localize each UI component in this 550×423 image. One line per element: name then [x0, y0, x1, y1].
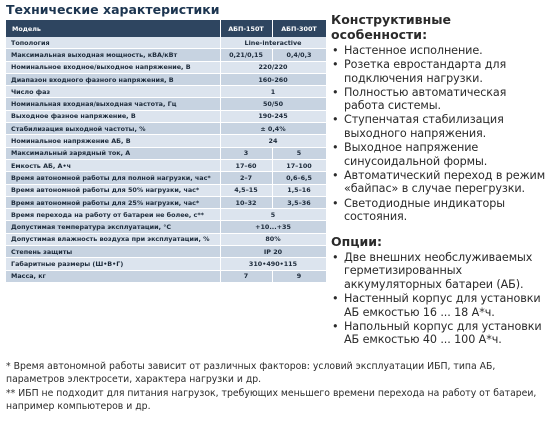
spec-value-abp-300t: 0,4/0,3 — [272, 49, 326, 61]
options-section — [331, 234, 547, 347]
footnotes — [6, 361, 546, 415]
options-list — [331, 251, 547, 347]
spec-label: Номинальная входная/выходная частота, Гц — [6, 98, 220, 110]
spec-value: IP 20 — [220, 246, 326, 258]
spec-label: Диапазон входного фазного напряжения, В — [6, 73, 220, 85]
spec-value-abp-300t: 9 — [272, 270, 326, 282]
spec-value-abp-300t: 5 — [272, 147, 326, 159]
table-row — [6, 209, 326, 221]
table-row — [6, 221, 326, 233]
table-row — [6, 98, 326, 110]
spec-value-abp-150t: 3 — [220, 147, 272, 159]
features-item: • Полностью автоматическая работа системы. — [331, 86, 547, 113]
page-title: Технические характеристики — [6, 2, 220, 17]
features-item: • Светодиодные индикаторы состояния. — [331, 197, 547, 224]
options-item: • Две внешних необслуживаемых герметизированных аккумуляторных батареи (АБ). — [331, 251, 547, 292]
specs-table — [6, 20, 327, 283]
table-row — [6, 184, 326, 196]
spec-value-abp-150t: 10–32 — [220, 196, 272, 208]
options-title: Опции: — [331, 233, 383, 249]
spec-value: ± 0,4% — [220, 123, 326, 135]
spec-label: Время автономной работы для полной нагрузки, час* — [6, 172, 220, 184]
spec-label: Допустимая влажность воздуха при эксплуатации, % — [6, 233, 220, 245]
spec-value: 80% — [220, 233, 326, 245]
spec-value-abp-300t: 1,5–16 — [272, 184, 326, 196]
spec-value-abp-150t: 17–60 — [220, 159, 272, 171]
footnote-1: * Время автономной работы зависит от различных факторов: условий эксплуатации ИБП, типа АБ, параметров электросети, характера нагрузки и др. — [6, 361, 496, 385]
spec-label: Номинальное напряжение АБ, В — [6, 135, 220, 147]
features-item: • Ступенчатая стабилизация выходного напряжения. — [331, 113, 547, 140]
features-item: • Выходное напряжение синусоидальной формы. — [331, 141, 547, 168]
footnote-2: ** ИБП не подходит для питания нагрузок, требующих меньшего времени перехода на работу от батареи, например компьютеров и др. — [6, 388, 537, 412]
table-row — [6, 73, 326, 85]
spec-label: Емкость АБ, А•ч — [6, 159, 220, 171]
table-row — [6, 233, 326, 245]
spec-label: Максимальный зарядный ток, А — [6, 147, 220, 159]
spec-value: 50/50 — [220, 98, 326, 110]
spec-label: Габаритные размеры (Ш•В•Г) — [6, 258, 220, 270]
features-item: • Настенное исполнение. — [331, 44, 547, 58]
table-row — [6, 135, 326, 147]
spec-label: Допустимая температура эксплуатации, °С — [6, 221, 220, 233]
table-row — [6, 147, 326, 159]
specs-table-body — [6, 37, 326, 282]
spec-label: Время автономной работы для 50% нагрузки, час* — [6, 184, 220, 196]
spec-value: 1 — [220, 86, 326, 98]
header-abp-300t: АБП-300Т — [272, 20, 326, 37]
spec-value: 190-245 — [220, 110, 326, 122]
spec-label: Выходное фазное напряжение, В — [6, 110, 220, 122]
table-row — [6, 246, 326, 258]
table-row — [6, 159, 326, 171]
table-row — [6, 37, 326, 49]
table-row — [6, 258, 326, 270]
spec-value-abp-300t: 3,5–36 — [272, 196, 326, 208]
spec-value-abp-150t: 2–7 — [220, 172, 272, 184]
table-row — [6, 86, 326, 98]
header-model: Модель — [6, 20, 220, 37]
spec-value: 160-260 — [220, 73, 326, 85]
spec-label: Число фаз — [6, 86, 220, 98]
features-item: • Автоматический переход в режим «байпас» в случае перегрузки. — [331, 169, 547, 196]
table-row — [6, 61, 326, 73]
features-item: • Розетка евростандарта для подключения нагрузки. — [331, 58, 547, 85]
spec-label: Масса, кг — [6, 270, 220, 282]
spec-value: 24 — [220, 135, 326, 147]
spec-value-abp-300t: 17–100 — [272, 159, 326, 171]
spec-value-abp-150t: 7 — [220, 270, 272, 282]
spec-label: Топология — [6, 37, 220, 49]
spec-label: Время перехода на работу от батареи не более, с** — [6, 209, 220, 221]
spec-label: Стабилизация выходной частоты, % — [6, 123, 220, 135]
spec-value: +10...+35 — [220, 221, 326, 233]
spec-label: Время автономной работы для 25% нагрузки, час* — [6, 196, 220, 208]
spec-value: Line-interactive — [220, 37, 326, 49]
features-title: Конструктивные особенности: — [331, 12, 452, 42]
spec-value-abp-150t: 4,5–15 — [220, 184, 272, 196]
table-row — [6, 172, 326, 184]
spec-label: Максимальная выходная мощность, кВА/кВт — [6, 49, 220, 61]
spec-value: 5 — [220, 209, 326, 221]
options-item: • Напольный корпус для установки АБ емкостью 40 ... 100 А*ч. — [331, 320, 547, 347]
table-row — [6, 196, 326, 208]
options-item: • Настенный корпус для установки АБ емкостью 16 ... 18 А*ч. — [331, 292, 547, 319]
table-row — [6, 123, 326, 135]
table-row — [6, 49, 326, 61]
spec-label: Номинальное входное/выходное напряжение, В — [6, 61, 220, 73]
header-abp-150t: АБП-150Т — [220, 20, 272, 37]
table-header-row — [6, 20, 326, 37]
spec-value-abp-150t: 0,21/0,15 — [220, 49, 272, 61]
table-row — [6, 270, 326, 282]
spec-label: Степень защиты — [6, 246, 220, 258]
spec-value: 310•490•115 — [220, 258, 326, 270]
features-list — [331, 44, 547, 224]
table-row — [6, 110, 326, 122]
features-panel — [331, 12, 547, 347]
spec-value-abp-300t: 0,6–6,5 — [272, 172, 326, 184]
spec-value: 220/220 — [220, 61, 326, 73]
